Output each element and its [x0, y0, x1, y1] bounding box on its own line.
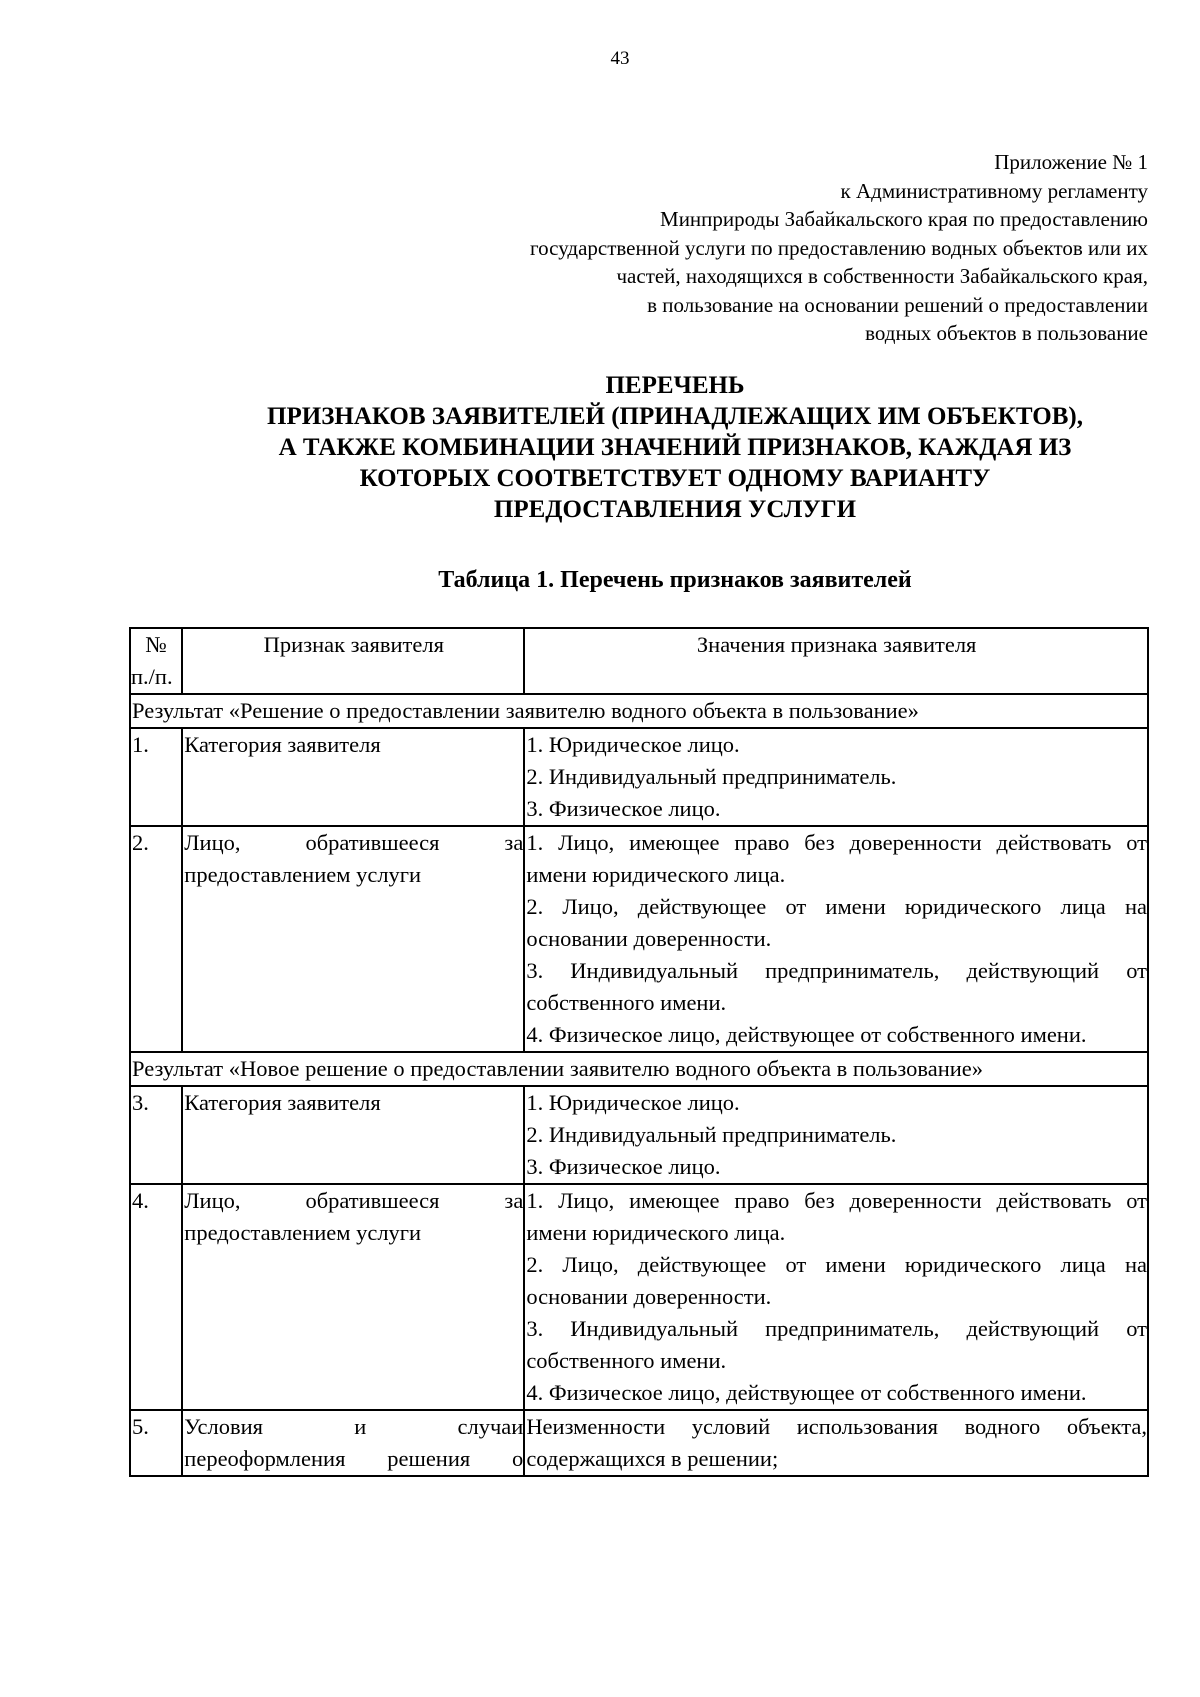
table-row	[130, 1410, 1148, 1476]
value-item: 3. Индивидуальный предприниматель, действующий от собственного имени.	[526, 1316, 1147, 1373]
applicant-attributes-table	[129, 627, 1149, 1477]
row-attribute	[182, 826, 524, 1052]
attribute-line: предоставлением услуги	[184, 1220, 422, 1245]
table-row	[130, 1184, 1148, 1410]
value-item: 3. Физическое лицо.	[526, 1154, 721, 1179]
header-attribute: Признак заявителя	[182, 628, 524, 694]
row-values	[524, 728, 1148, 826]
row-num: 4.	[130, 1184, 182, 1410]
title-line: А ТАКЖЕ КОМБИНАЦИИ ЗНАЧЕНИЙ ПРИЗНАКОВ, КАЖДАЯ ИЗ	[278, 434, 1072, 461]
header-values: Значения признака заявителя	[524, 628, 1148, 694]
row-num: 5.	[130, 1410, 182, 1476]
row-num: 2.	[130, 826, 182, 1052]
attribute-line: Лицо, обратившееся за	[184, 1188, 524, 1213]
value-item: 2. Лицо, действующее от имени юридического лица на основании доверенности.	[526, 1252, 1147, 1309]
header-num-line1: №	[145, 632, 167, 657]
attribute-line: предоставлением услуги	[184, 862, 422, 887]
value-item: 4. Физическое лицо, действующее от собственного имени.	[526, 1022, 1087, 1047]
value-item: 2. Индивидуальный предприниматель.	[526, 1122, 897, 1147]
value-item: 1. Лицо, имеющее право без доверенности действовать от имени юридического лица.	[526, 1188, 1147, 1245]
row-num: 1.	[130, 728, 182, 826]
value-item: 1. Юридическое лицо.	[526, 732, 740, 757]
title-line: ПЕРЕЧЕНЬ	[605, 372, 745, 399]
document-title	[130, 370, 1200, 525]
value-item: 1. Юридическое лицо.	[526, 1090, 740, 1115]
row-value-text: Неизменности условий использования водного объекта, содержащихся в решении;	[524, 1410, 1148, 1476]
appendix-line: к Административному регламенту	[840, 178, 1148, 203]
table-caption: Таблица 1. Перечень признаков заявителей	[438, 567, 912, 593]
row-values	[524, 826, 1148, 1052]
page-number: 43	[610, 48, 630, 69]
row-attribute	[182, 1184, 524, 1410]
value-item: 2. Индивидуальный предприниматель.	[526, 764, 897, 789]
attribute-line: Лицо, обратившееся за	[184, 830, 524, 855]
section-row	[130, 1052, 1148, 1086]
section-result-1: Результат «Решение о предоставлении заявителю водного объекта в пользование»	[130, 694, 1148, 728]
title-line: КОТОРЫХ СООТВЕТСТВУЕТ ОДНОМУ ВАРИАНТУ	[359, 465, 991, 492]
section-row	[130, 694, 1148, 728]
value-item: 3. Индивидуальный предприниматель, действующий от собственного имени.	[526, 958, 1147, 1015]
appendix-header	[388, 148, 1148, 348]
appendix-line: Приложение № 1	[994, 150, 1148, 174]
row-values	[524, 1184, 1148, 1410]
attribute-line: переоформления решения о	[184, 1446, 524, 1471]
row-values	[524, 1086, 1148, 1184]
appendix-line: Минприроды Забайкальского края по предоставлению	[660, 207, 1148, 231]
value-item: 2. Лицо, действующее от имени юридического лица на основании доверенности.	[526, 894, 1147, 951]
table-header-row	[130, 628, 1148, 694]
table-row	[130, 728, 1148, 826]
row-attribute: Категория заявителя	[182, 728, 524, 826]
table-row	[130, 1086, 1148, 1184]
value-item: 4. Физическое лицо, действующее от собственного имени.	[526, 1380, 1087, 1405]
value-item: 1. Лицо, имеющее право без доверенности действовать от имени юридического лица.	[526, 830, 1147, 887]
value-item: 3. Физическое лицо.	[526, 796, 721, 821]
title-line: ПРИЗНАКОВ ЗАЯВИТЕЛЕЙ (ПРИНАДЛЕЖАЩИХ ИМ ОБЪЕКТОВ),	[267, 403, 1083, 430]
row-num: 3.	[130, 1086, 182, 1184]
section-result-2: Результат «Новое решение о предоставлении заявителю водного объекта в пользование»	[130, 1052, 1148, 1086]
row-attribute	[182, 1410, 524, 1476]
appendix-line: водных объектов в пользование	[865, 321, 1148, 345]
title-line: ПРЕДОСТАВЛЕНИЯ УСЛУГИ	[493, 496, 857, 523]
header-num-line2: п./п.	[131, 664, 173, 689]
appendix-line: частей, находящихся в собственности Забайкальского края,	[616, 264, 1148, 288]
appendix-line: в пользование на основании решений о предоставлении	[647, 292, 1148, 317]
appendix-line: государственной услуги по предоставлению водных объектов или их	[530, 235, 1148, 260]
attribute-line: Условия и случаи	[184, 1414, 524, 1439]
header-num	[130, 628, 182, 694]
table-row	[130, 826, 1148, 1052]
row-attribute: Категория заявителя	[182, 1086, 524, 1184]
